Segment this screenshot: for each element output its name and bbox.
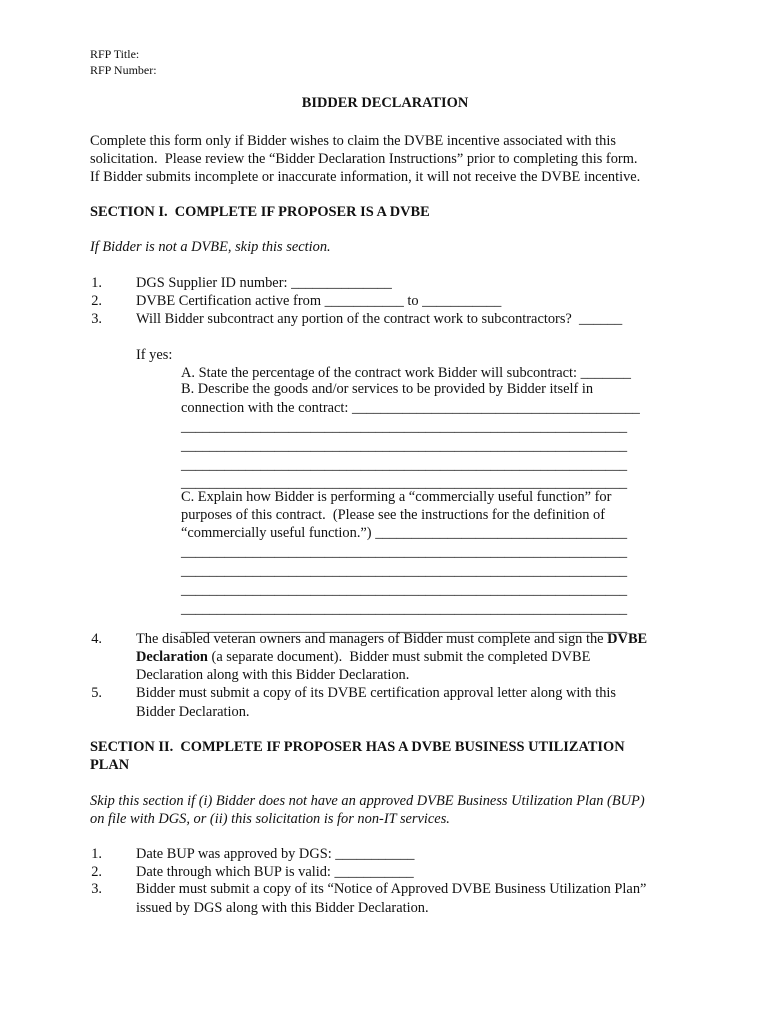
item-number: 5. — [91, 685, 102, 701]
subcontract-percentage-line: A. State the percentage of the contract work Bidder will subcontract: _______ — [181, 365, 631, 381]
dvbe-declaration-text: (a separate document). Bidder must submit the completed DVBE — [207, 649, 591, 665]
intro-line: Complete this form only if Bidder wishes to claim the DVBE incentive associated with this — [90, 133, 616, 149]
commercially-useful-line: purposes of this contract. (Please see the instructions for the definition of — [181, 507, 606, 523]
rfp-title-label: RFP Title: — [90, 47, 140, 61]
subcontract-question-item: Will Bidder subcontract any portion of the contract work to subcontractors? ______ — [136, 311, 623, 327]
page-title: BIDDER DECLARATION — [301, 95, 469, 111]
section2-heading: SECTION II. COMPLETE IF PROPOSER HAS A DVBE BUSINESS UTILIZATION — [90, 739, 625, 755]
section2-heading: PLAN — [90, 757, 130, 773]
blank-answer-line: ______________________________________________________________ — [181, 544, 628, 560]
describe-goods-line: connection with the contract: ________________________________________ — [181, 400, 640, 416]
describe-goods-line: B. Describe the goods and/or services to be provided by Bidder itself in — [181, 381, 594, 397]
blank-answer-line: ______________________________________________________________ — [181, 457, 628, 473]
dvbe-declaration-line — [136, 648, 590, 666]
blank-answer-line: ______________________________________________________________ — [181, 563, 628, 579]
bup-valid-date-item: Date through which BUP is valid: ___________ — [136, 864, 414, 880]
item-number: 3. — [91, 881, 102, 897]
item-number: 1. — [91, 275, 102, 291]
section2-note: Skip this section if (i) Bidder does not have an approved DVBE Business Utilization Plan (BUP) — [90, 793, 645, 809]
intro-line: solicitation. Please review the “Bidder Declaration Instructions” prior to completing this form. — [90, 151, 638, 167]
dvbe-declaration-text: The disabled veteran owners and managers of Bidder must complete and sign the — [136, 631, 608, 647]
certification-letter-line: Bidder Declaration. — [136, 704, 250, 720]
dvbe-declaration-line: Declaration along with this Bidder Declaration. — [136, 667, 410, 683]
commercially-useful-line: “commercially useful function.”) ___________________________________ — [181, 525, 628, 541]
bup-notice-line: issued by DGS along with this Bidder Declaration. — [136, 900, 429, 916]
section1-heading: SECTION I. COMPLETE IF PROPOSER IS A DVBE — [90, 204, 430, 220]
commercially-useful-line: C. Explain how Bidder is performing a “commercially useful function” for — [181, 489, 612, 505]
rfp-number-label: RFP Number: — [90, 63, 157, 77]
item-number: 1. — [91, 846, 102, 862]
blank-answer-line: ______________________________________________________________ — [181, 582, 628, 598]
dvbe-declaration-bold: Declaration — [136, 649, 208, 665]
certification-letter-line: Bidder must submit a copy of its DVBE certification approval letter along with this — [136, 685, 616, 701]
item-number: 2. — [91, 293, 102, 309]
dvbe-declaration-line — [136, 630, 647, 648]
blank-answer-line: ______________________________________________________________ — [181, 438, 628, 454]
bup-approved-date-item: Date BUP was approved by DGS: ___________ — [136, 846, 415, 862]
item-number: 4. — [91, 631, 102, 647]
section2-note: on file with DGS, or (ii) this solicitation is for non-IT services. — [90, 811, 450, 827]
dvbe-declaration-bold: DVBE — [607, 631, 648, 647]
section1-note: If Bidder is not a DVBE, skip this section. — [90, 239, 331, 255]
bup-notice-line: Bidder must submit a copy of its “Notice of Approved DVBE Business Utilization Plan” — [136, 881, 647, 897]
item-number: 3. — [91, 311, 102, 327]
blank-answer-line: ______________________________________________________________ — [181, 419, 628, 435]
if-yes-label: If yes: — [136, 347, 173, 363]
item-number: 2. — [91, 864, 102, 880]
blank-answer-line: ______________________________________________________________ — [181, 475, 628, 491]
blank-answer-line: ______________________________________________________________ — [181, 619, 628, 635]
blank-answer-line: ______________________________________________________________ — [181, 601, 628, 617]
intro-line: If Bidder submits incomplete or inaccurate information, it will not receive the DVBE incentive. — [90, 169, 641, 185]
certification-dates-item: DVBE Certification active from ___________ to ___________ — [136, 293, 502, 309]
supplier-id-item: DGS Supplier ID number: ______________ — [136, 275, 392, 291]
